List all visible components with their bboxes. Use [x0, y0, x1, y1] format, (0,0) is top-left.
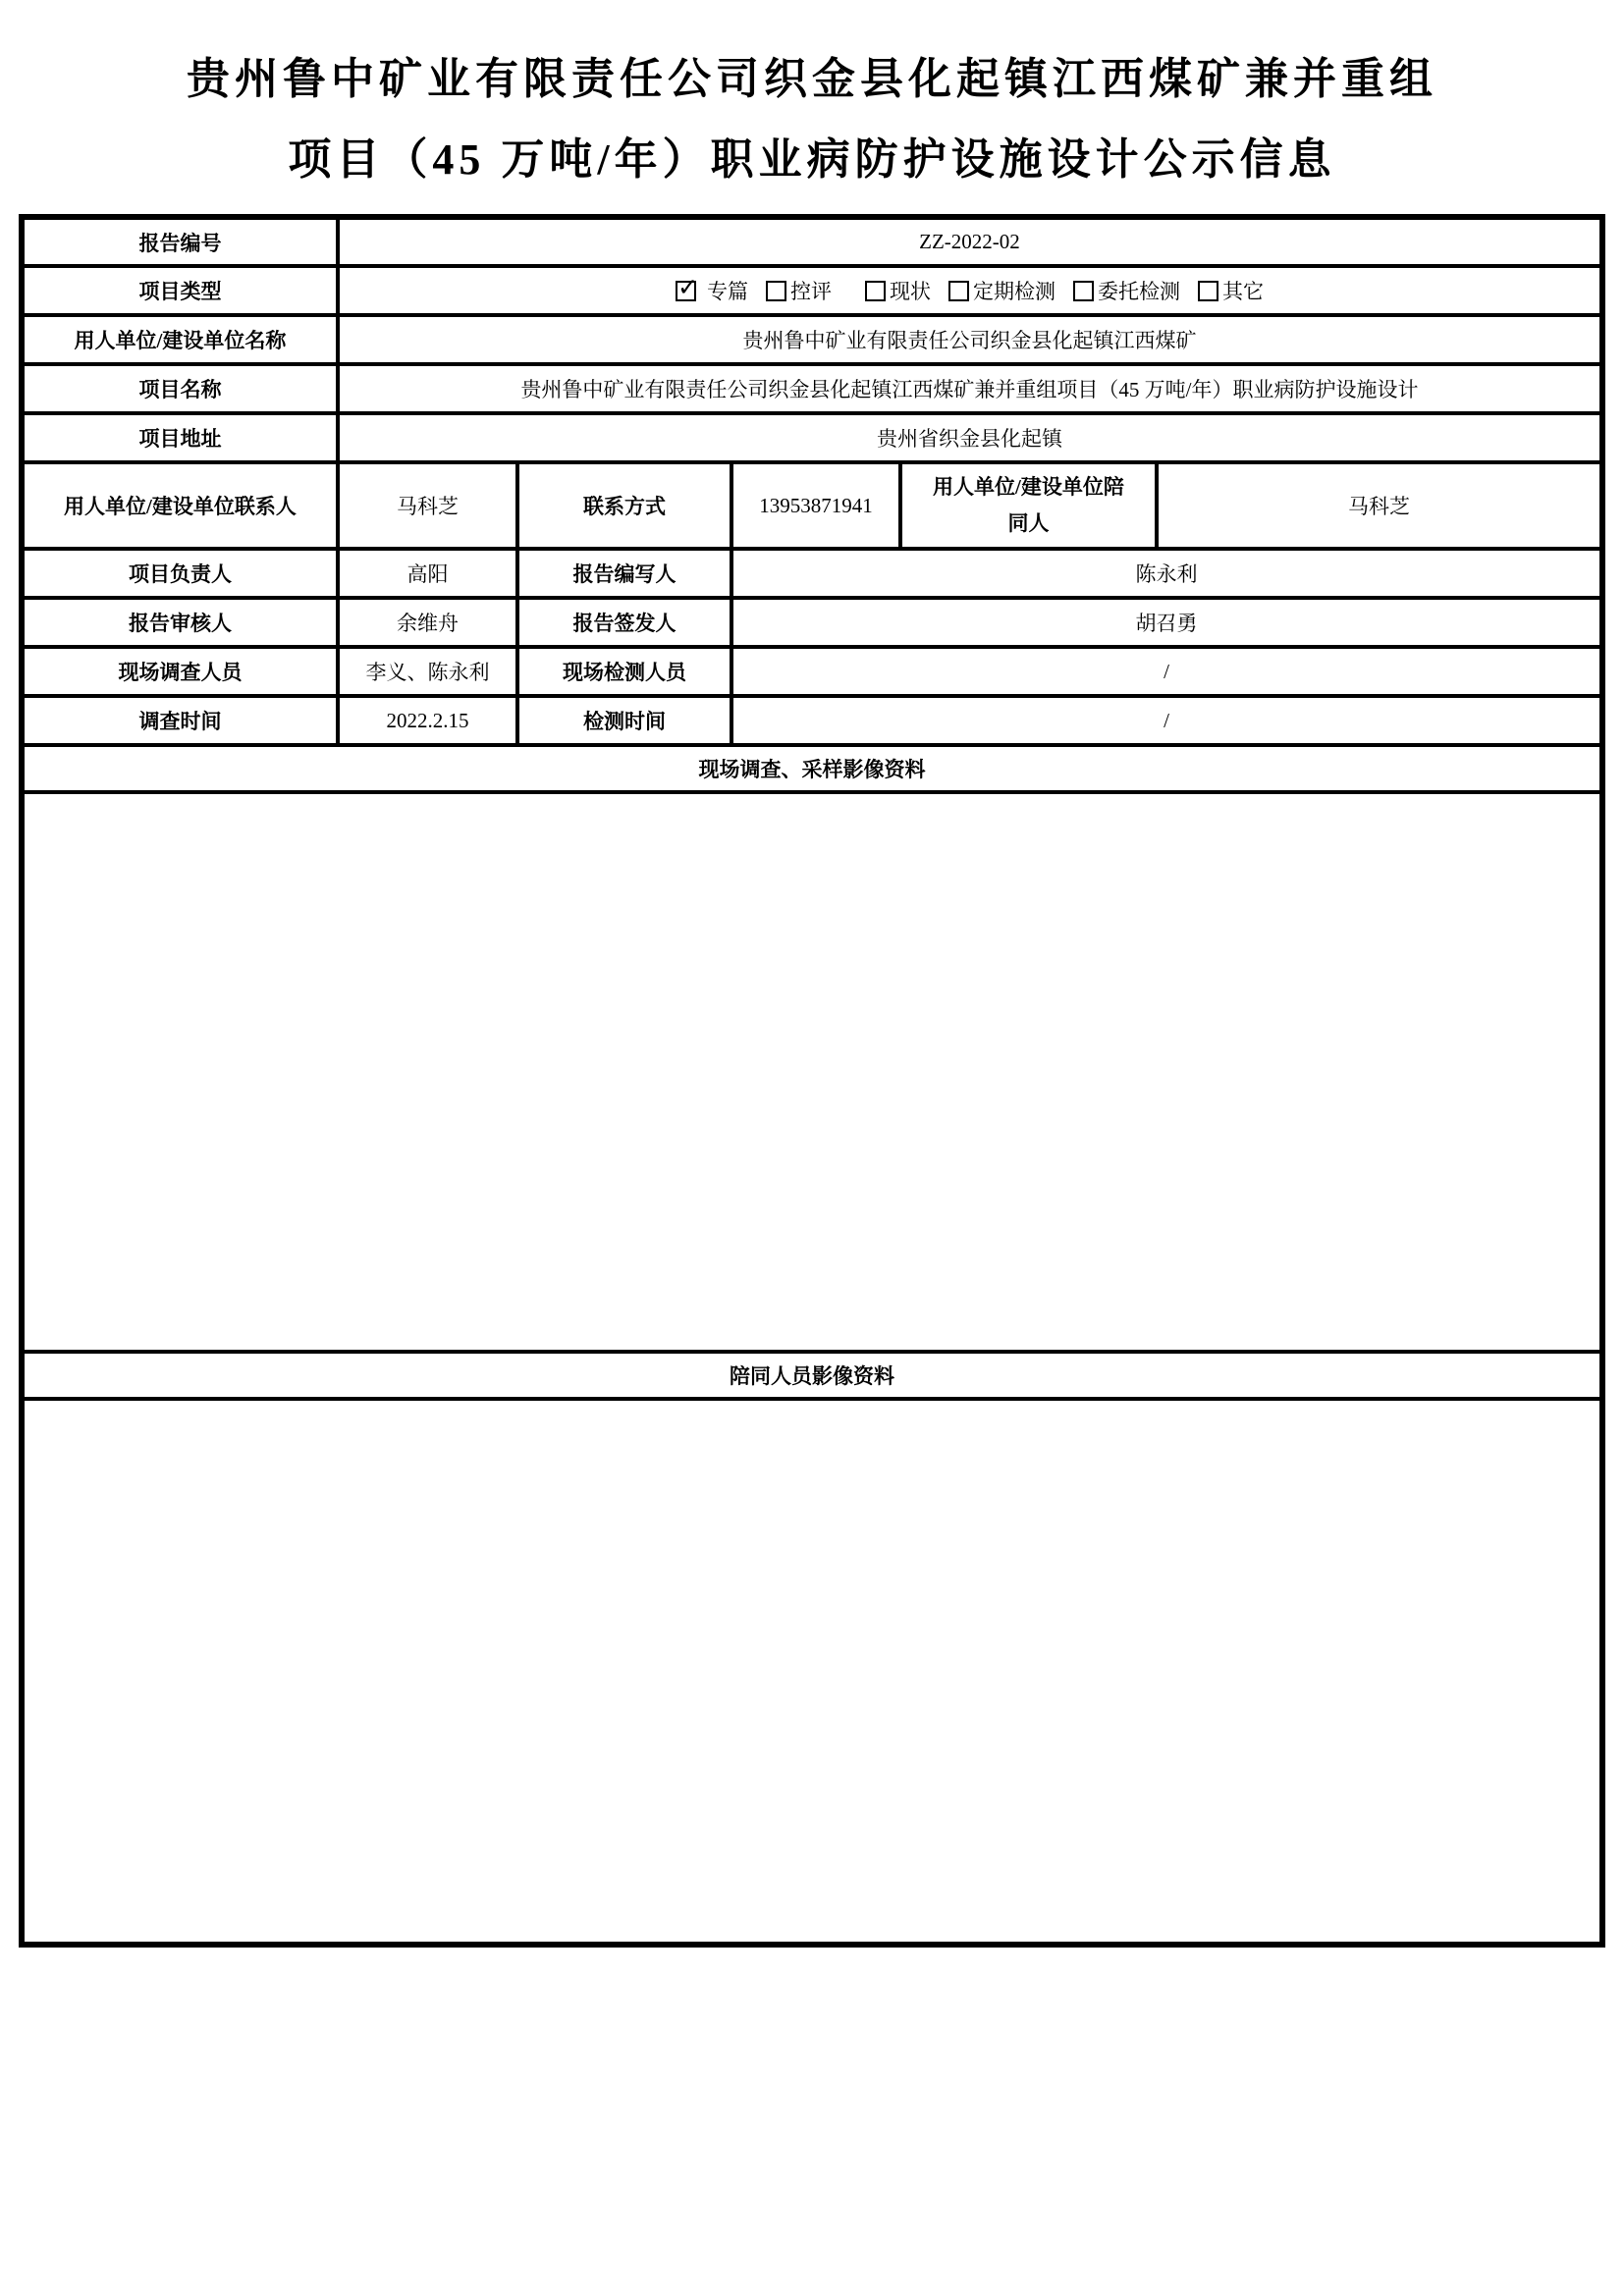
checkbox-icon [1073, 281, 1094, 301]
checkbox-icon [1198, 281, 1218, 301]
table-row [22, 549, 1602, 598]
site-survey-staff-value: 李义、陈永利 [338, 647, 517, 696]
checkbox-icon [948, 281, 969, 301]
checkbox-label: 专篇 [706, 280, 748, 303]
project-type-label: 项目类型 [22, 266, 338, 315]
site-testing-staff-label: 现场检测人员 [517, 647, 731, 696]
report-no-value: ZZ-2022-02 [338, 217, 1602, 266]
escort-label-text: 用人单位/建设单位陪同人 [933, 475, 1124, 535]
project-address-label: 项目地址 [22, 413, 338, 462]
project-name-label: 项目名称 [22, 364, 338, 413]
project-type-options [338, 266, 1602, 315]
testing-time-value: / [731, 696, 1602, 745]
checkbox-group [346, 272, 1594, 305]
table-row [22, 364, 1602, 413]
escort-value: 马科芝 [1157, 462, 1602, 549]
checkbox-label: 委托检测 [1097, 280, 1180, 303]
checkbox-option-zhuanpian[interactable] [676, 272, 748, 305]
checkbox-icon [766, 281, 786, 301]
survey-time-label: 调查时间 [22, 696, 338, 745]
site-survey-staff-label: 现场调查人员 [22, 647, 338, 696]
report-reviewer-label: 报告审核人 [22, 598, 338, 647]
checkbox-icon [676, 272, 698, 301]
site-testing-staff-value: / [731, 647, 1602, 696]
report-no-label: 报告编号 [22, 217, 338, 266]
checkbox-option-dingqijiance[interactable] [948, 276, 1056, 305]
checkbox-label: 现状 [889, 280, 931, 303]
check-icon: ✓ [677, 272, 698, 301]
table-row [22, 266, 1602, 315]
survey-media-area [22, 792, 1602, 1352]
checkbox-label: 其它 [1221, 280, 1264, 303]
project-leader-value: 高阳 [338, 549, 517, 598]
survey-time-value: 2022.2.15 [338, 696, 517, 745]
project-leader-label: 项目负责人 [22, 549, 338, 598]
contact-person-label: 用人单位/建设单位联系人 [22, 462, 338, 549]
escort-label [900, 462, 1157, 549]
section-title-survey-media: 现场调查、采样影像资料 [22, 745, 1602, 792]
title-line-1: 贵州鲁中矿业有限责任公司织金县化起镇江西煤矿兼并重组 [187, 55, 1437, 103]
table-row [22, 792, 1602, 1352]
report-writer-label: 报告编写人 [517, 549, 731, 598]
report-writer-value: 陈永利 [731, 549, 1602, 598]
contact-person-value: 马科芝 [338, 462, 517, 549]
table-row [22, 217, 1602, 266]
table-row [22, 745, 1602, 792]
section-title-escort-media: 陪同人员影像资料 [22, 1352, 1602, 1399]
table-row [22, 1352, 1602, 1399]
page-title [20, 39, 1604, 200]
table-row [22, 696, 1602, 745]
project-address-value: 贵州省织金县化起镇 [338, 413, 1602, 462]
table-row [22, 462, 1602, 549]
table-row [22, 647, 1602, 696]
report-issuer-label: 报告签发人 [517, 598, 731, 647]
checkbox-label: 控评 [789, 280, 832, 303]
report-reviewer-value: 余维舟 [338, 598, 517, 647]
employer-name-label: 用人单位/建设单位名称 [22, 315, 338, 364]
table-row [22, 315, 1602, 364]
checkbox-option-qita[interactable] [1198, 276, 1264, 305]
project-info-table [19, 214, 1605, 1948]
phone-value: 13953871941 [731, 462, 900, 549]
testing-time-label: 检测时间 [517, 696, 731, 745]
table-row [22, 1399, 1602, 1945]
phone-label: 联系方式 [517, 462, 731, 549]
escort-media-area [22, 1399, 1602, 1945]
checkbox-option-weituojiance[interactable] [1073, 276, 1180, 305]
checkbox-label: 定期检测 [972, 280, 1056, 303]
checkbox-icon [865, 281, 886, 301]
employer-name-value: 贵州鲁中矿业有限责任公司织金县化起镇江西煤矿 [338, 315, 1602, 364]
checkbox-option-kongping[interactable] [766, 276, 832, 305]
title-line-2: 项目（45 万吨/年）职业病防护设施设计公示信息 [288, 135, 1336, 184]
checkbox-option-xianzhuang[interactable] [865, 276, 931, 305]
table-row [22, 598, 1602, 647]
table-row [22, 413, 1602, 462]
report-issuer-value: 胡召勇 [731, 598, 1602, 647]
project-name-value: 贵州鲁中矿业有限责任公司织金县化起镇江西煤矿兼并重组项目（45 万吨/年）职业病防护设施设计 [338, 364, 1602, 413]
